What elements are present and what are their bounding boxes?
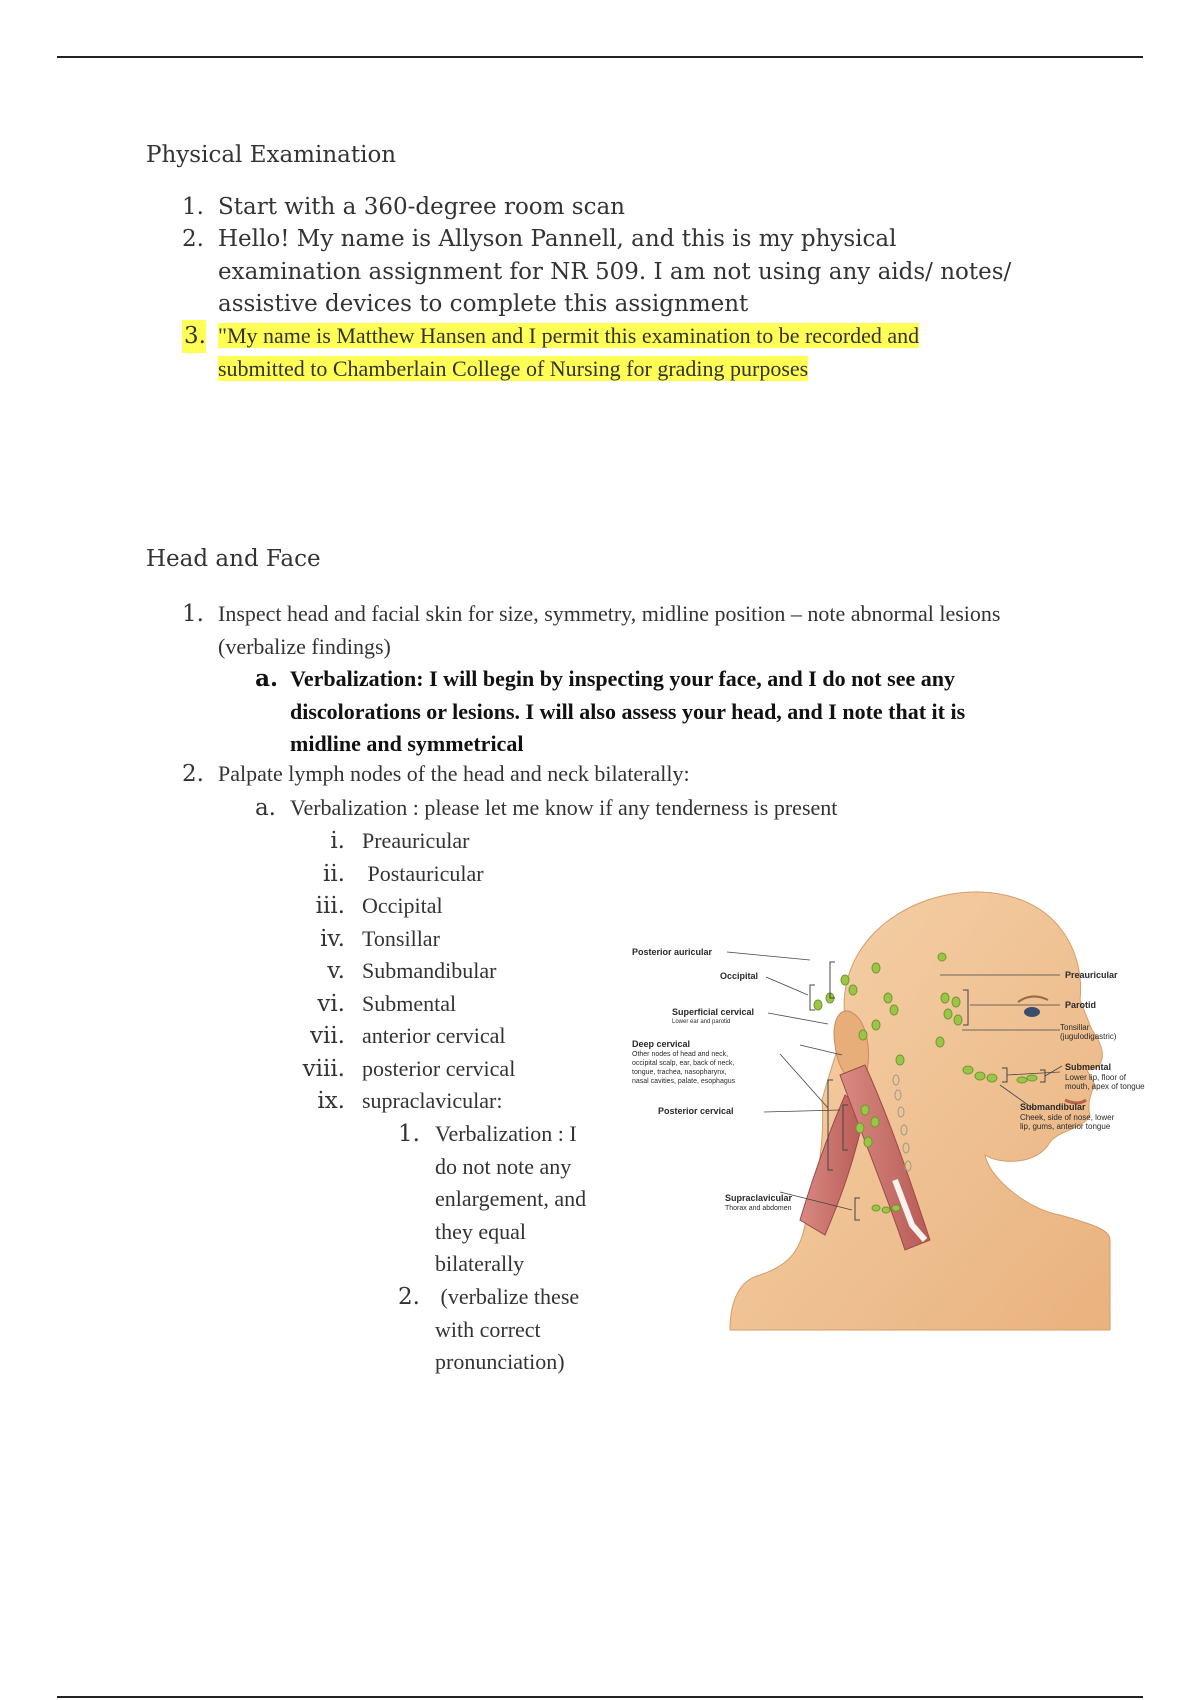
svg-text:nasal cavities, palate, esopha: nasal cavities, palate, esophagus [632,1078,736,1085]
list-item-text: enlargement, and [435,1186,587,1211]
section-heading-head-and-face: Head and Face [146,546,321,572]
svg-text:occipital scalp, ear, back of: occipital scalp, ear, back of neck, [632,1060,735,1067]
highlighted-text: "My name is Matthew Hansen and I permit this examination to be recorded and [218,323,920,348]
eye [1024,1007,1040,1017]
list-number: 2. [182,761,204,787]
label-preauricular: Preauricular [1065,970,1118,980]
list-number: 1. [398,1121,420,1147]
label-submandibular: Submandibular [1020,1102,1086,1112]
sub-list-item [254,663,965,761]
list-item-text: Verbalization : please let me know if any tenderness is present [290,795,838,820]
list-item-text: with correct [435,1316,541,1342]
svg-text:Thorax and abdomen: Thorax and abdomen [725,1205,792,1212]
list-item [182,598,1000,663]
list-item [182,223,1011,321]
svg-text:(jugulodigastric): (jugulodigastric) [1060,1032,1117,1041]
list-item-text: Verbalization : I [435,1121,577,1146]
list-item-text: Hello! My name is Allyson Pannell, and this is my physical [218,226,897,252]
svg-text:Cheek, side of nose, lower: Cheek, side of nose, lower [1020,1113,1115,1122]
list-number: 2. [398,1284,420,1310]
svg-text:mouth, apex of tongue: mouth, apex of tongue [1065,1082,1145,1091]
label-parotid: Parotid [1065,1000,1097,1010]
label-tonsillar: Tonsillar [1060,1023,1090,1032]
list-item-text: (verbalize these [435,1284,580,1309]
list-item-text: midline and symmetrical [290,731,524,756]
label-submental: Submental [1065,1062,1112,1072]
list-item-highlighted [182,320,919,385]
list-item-text: Verbalization: I will begin by inspecting your face, and I do not see any [290,666,955,691]
label-superficial-cervical: Superficial cervical [672,1007,755,1017]
list-number: 1. [182,194,204,220]
label-occipital: Occipital [720,971,759,981]
sub-list-item [254,792,837,825]
highlighted-text: submitted to Chamberlain College of Nursing for grading purposes [218,355,809,381]
list-number: 2. [182,226,204,252]
list-letter: a. [254,795,276,821]
list-item-text: Inspect head and facial skin for size, symmetry, midline position – note abnormal lesions [218,601,1001,626]
bottom-rule [57,1696,1143,1698]
label-deep-cervical: Deep cervical [632,1039,691,1049]
list-number: 1. [182,601,204,627]
list-item-text: they equal [435,1218,527,1244]
list-item [182,191,625,224]
sub-sub-list-item [398,1118,586,1281]
sub-sub-list-item [398,1281,579,1379]
label-supraclavicular: Supraclavicular [725,1193,793,1203]
list-number: 3. [182,320,206,353]
svg-text:lip, gums, anterior tongue: lip, gums, anterior tongue [1020,1122,1111,1131]
section-heading-physical-examination: Physical Examination [146,142,397,168]
list-item-text: discolorations or lesions. I will also assess your head, and I note that it is [290,698,966,724]
label-posterior-cervical: Posterior cervical [658,1106,734,1116]
svg-text:Lower lip, floor of: Lower lip, floor of [1065,1073,1126,1082]
svg-text:tongue, trachea, nasopharynx,: tongue, trachea, nasopharynx, [632,1069,727,1076]
svg-text:Other nodes of head and neck,: Other nodes of head and neck, [632,1051,729,1058]
list-item-text: pronunciation) [435,1349,565,1374]
list-item-text: Start with a 360-degree room scan [218,194,625,220]
list-item-text: bilaterally [435,1251,525,1276]
list-item-text: do not note any [435,1153,572,1179]
lymph-node-anatomy-illustration [632,880,1200,1330]
list-item-text: examination assignment for NR 509. I am not using any aids/ notes/ [218,258,1012,285]
list-item-text: assistive devices to complete this assignment [218,291,749,317]
list-item-text: (verbalize findings) [218,633,391,659]
list-letter: a. [255,665,278,692]
label-posterior-auricular: Posterior auricular [632,947,713,957]
list-item [182,758,690,791]
top-rule [57,56,1143,58]
list-item-text: Palpate lymph nodes of the head and neck bilaterally: [218,761,690,786]
svg-text:Lower ear and parotid: Lower ear and parotid [672,1019,731,1025]
